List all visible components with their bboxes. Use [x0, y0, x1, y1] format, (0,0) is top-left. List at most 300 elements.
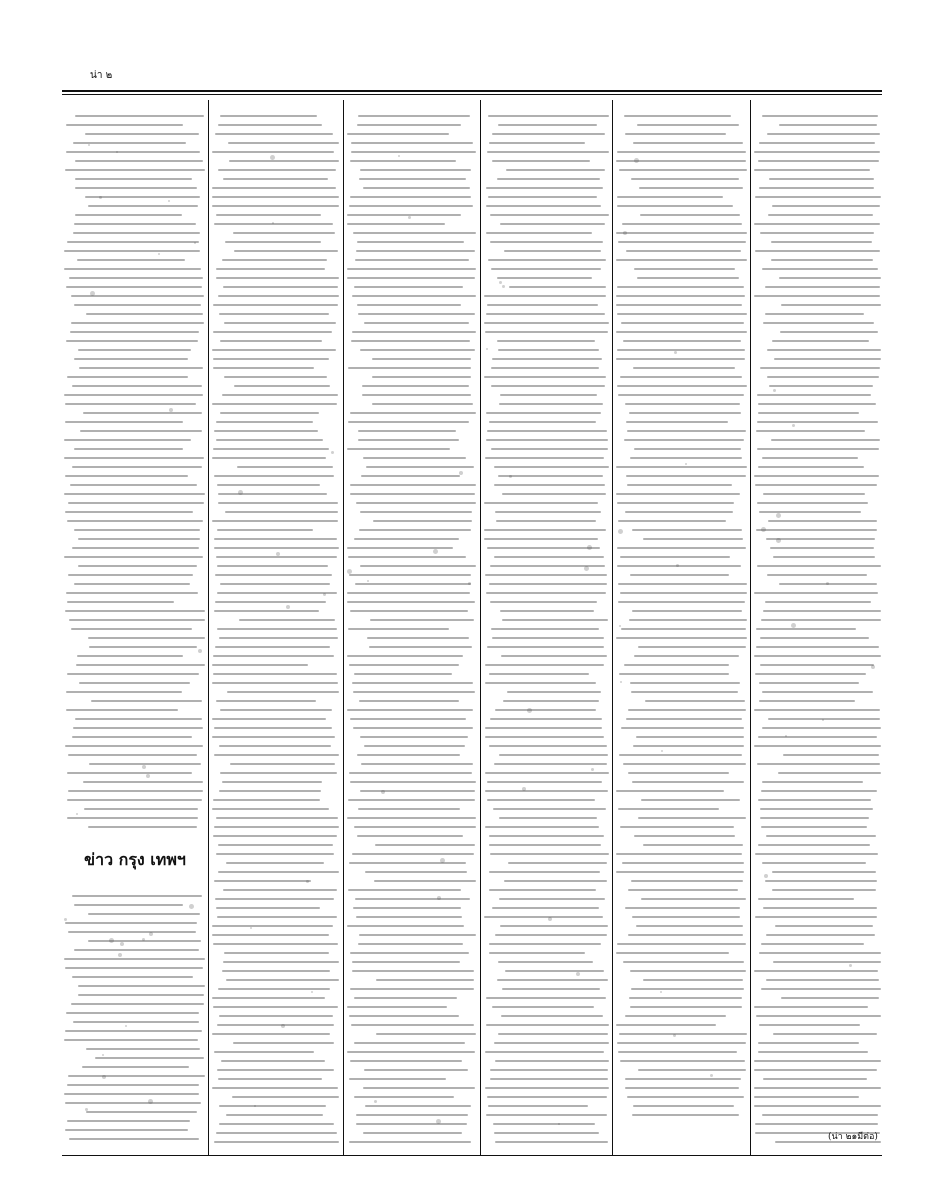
- placeholder-text-line: [493, 808, 606, 810]
- placeholder-text-line: [218, 124, 322, 126]
- placeholder-text-line: [758, 736, 877, 738]
- placeholder-text-line: [774, 358, 881, 360]
- placeholder-text-line: [216, 1132, 337, 1134]
- placeholder-text-line: [224, 322, 336, 324]
- placeholder-text-line: [488, 196, 597, 198]
- placeholder-text-line: [369, 646, 472, 648]
- page-number: น่า ๒: [90, 70, 113, 81]
- placeholder-text-line: [618, 601, 745, 603]
- scan-noise: [437, 896, 441, 900]
- placeholder-text-line: [632, 1114, 739, 1116]
- scan-noise: [673, 1034, 676, 1037]
- scan-noise: [661, 750, 663, 752]
- placeholder-text-line: [760, 817, 869, 819]
- placeholder-text-line: [357, 754, 460, 756]
- placeholder-text-line: [631, 691, 738, 693]
- section-headline: ข่าว กรุง เทพฯ: [84, 850, 186, 869]
- placeholder-text-line: [214, 1051, 314, 1053]
- placeholder-text-line: [490, 214, 609, 216]
- placeholder-text-line: [616, 637, 747, 639]
- placeholder-text-line: [486, 412, 601, 414]
- placeholder-text-line: [487, 799, 595, 801]
- column-3: [347, 105, 477, 1150]
- placeholder-text-line: [64, 1039, 198, 1041]
- placeholder-text-line: [223, 286, 338, 288]
- placeholder-text-line: [618, 520, 726, 522]
- placeholder-text-line: [224, 376, 327, 378]
- placeholder-text-line: [67, 520, 203, 522]
- placeholder-text-line: [219, 1123, 334, 1125]
- scan-noise: [367, 580, 369, 582]
- placeholder-text-line: [347, 1051, 475, 1053]
- placeholder-text-line: [74, 304, 201, 306]
- placeholder-text-line: [489, 745, 607, 747]
- placeholder-text-line: [618, 241, 746, 243]
- placeholder-text-line: [486, 1114, 607, 1116]
- placeholder-text-line: [213, 448, 329, 450]
- placeholder-text-line: [354, 1096, 454, 1098]
- placeholder-text-line: [493, 1123, 595, 1125]
- placeholder-text-line: [486, 187, 603, 189]
- placeholder-text-line: [213, 1006, 338, 1008]
- placeholder-text-line: [65, 403, 196, 405]
- placeholder-text-line: [68, 790, 203, 792]
- placeholder-text-line: [485, 736, 604, 738]
- placeholder-text-line: [350, 493, 475, 495]
- placeholder-text-line: [632, 916, 740, 918]
- placeholder-text-line: [78, 538, 200, 540]
- placeholder-text-line: [212, 997, 325, 999]
- placeholder-text-line: [95, 1057, 204, 1059]
- placeholder-text-line: [219, 1105, 326, 1107]
- placeholder-text-line: [349, 574, 471, 576]
- placeholder-text-line: [756, 628, 856, 630]
- scan-noise: [168, 200, 170, 202]
- placeholder-text-line: [500, 925, 608, 927]
- placeholder-text-line: [353, 727, 473, 729]
- placeholder-text-line: [487, 547, 600, 549]
- placeholder-text-line: [223, 178, 328, 180]
- placeholder-text-line: [349, 1141, 471, 1143]
- placeholder-text-line: [485, 826, 599, 828]
- placeholder-text-line: [86, 313, 203, 315]
- placeholder-text-line: [488, 115, 609, 117]
- placeholder-text-line: [212, 196, 339, 198]
- placeholder-text-line: [84, 808, 198, 810]
- placeholder-text-line: [769, 385, 873, 387]
- placeholder-text-line: [213, 799, 320, 801]
- placeholder-text-line: [225, 511, 338, 513]
- placeholder-text-line: [485, 790, 608, 792]
- placeholder-text-line: [505, 970, 604, 972]
- placeholder-text-line: [619, 169, 747, 171]
- placeholder-text-line: [67, 376, 188, 378]
- placeholder-text-line: [79, 367, 203, 369]
- placeholder-text-line: [64, 439, 191, 441]
- placeholder-text-line: [218, 502, 338, 504]
- placeholder-text-line: [76, 664, 205, 666]
- placeholder-text-line: [353, 232, 476, 234]
- placeholder-text-line: [619, 1033, 747, 1035]
- placeholder-text-line: [766, 979, 879, 981]
- placeholder-text-line: [71, 322, 204, 324]
- placeholder-text-line: [233, 1042, 334, 1044]
- placeholder-text-line: [503, 700, 599, 702]
- placeholder-text-line: [83, 412, 202, 414]
- placeholder-text-line: [631, 880, 743, 882]
- placeholder-text-line: [765, 880, 877, 882]
- placeholder-text-line: [630, 457, 742, 459]
- placeholder-text-line: [485, 664, 604, 666]
- scan-noise: [158, 253, 160, 255]
- scan-noise: [99, 196, 102, 199]
- placeholder-text-line: [618, 1051, 737, 1053]
- placeholder-text-line: [759, 511, 861, 513]
- scan-noise: [374, 1100, 377, 1103]
- placeholder-text-line: [219, 637, 338, 639]
- placeholder-text-line: [352, 295, 476, 297]
- placeholder-text-line: [485, 727, 602, 729]
- scan-noise: [433, 549, 438, 554]
- placeholder-text-line: [628, 889, 738, 891]
- placeholder-text-line: [616, 853, 742, 855]
- placeholder-text-line: [754, 223, 880, 225]
- placeholder-text-line: [66, 1012, 199, 1014]
- placeholder-text-line: [498, 475, 603, 477]
- placeholder-text-line: [617, 502, 734, 504]
- placeholder-text-line: [219, 313, 329, 315]
- placeholder-text-line: [766, 538, 875, 540]
- placeholder-text-line: [619, 754, 742, 756]
- placeholder-text-line: [779, 124, 877, 126]
- placeholder-text-line: [489, 421, 596, 423]
- placeholder-text-line: [350, 718, 466, 720]
- scan-noise: [270, 155, 275, 160]
- placeholder-text-line: [212, 925, 333, 927]
- placeholder-text-line: [358, 115, 470, 117]
- placeholder-text-line: [758, 412, 859, 414]
- placeholder-text-line: [347, 268, 476, 270]
- scan-noise: [276, 552, 280, 556]
- placeholder-text-line: [85, 196, 200, 198]
- placeholder-text-line: [70, 331, 199, 333]
- placeholder-text-line: [226, 979, 339, 981]
- placeholder-text-line: [233, 232, 335, 234]
- scan-noise: [102, 1075, 106, 1079]
- placeholder-text-line: [68, 502, 204, 504]
- scan-noise: [522, 787, 526, 791]
- placeholder-text-line: [489, 142, 585, 144]
- placeholder-text-line: [487, 430, 607, 432]
- placeholder-text-line: [212, 520, 338, 522]
- placeholder-text-line: [353, 907, 461, 909]
- scan-noise: [118, 953, 122, 957]
- placeholder-text-line: [760, 637, 869, 639]
- placeholder-text-line: [780, 331, 878, 333]
- placeholder-text-line: [215, 574, 332, 576]
- scan-noise: [148, 1099, 153, 1104]
- placeholder-text-line: [634, 655, 739, 657]
- placeholder-text-line: [630, 682, 740, 684]
- placeholder-text-line: [212, 205, 339, 207]
- placeholder-text-line: [222, 394, 338, 396]
- placeholder-text-line: [484, 502, 598, 504]
- placeholder-text-line: [237, 466, 333, 468]
- scan-noise: [398, 155, 400, 157]
- placeholder-text-line: [234, 250, 338, 252]
- placeholder-text-line: [216, 268, 325, 270]
- placeholder-text-line: [641, 898, 746, 900]
- placeholder-text-line: [506, 169, 605, 171]
- scan-noise: [792, 424, 795, 427]
- placeholder-text-line: [623, 961, 744, 963]
- placeholder-text-line: [758, 466, 864, 468]
- placeholder-text-line: [347, 223, 445, 225]
- scan-noise: [791, 623, 796, 628]
- placeholder-text-line: [616, 331, 747, 333]
- placeholder-text-line: [625, 1087, 739, 1089]
- placeholder-text-line: [88, 637, 205, 639]
- placeholder-text-line: [779, 277, 881, 279]
- placeholder-text-line: [350, 610, 468, 612]
- placeholder-text-line: [65, 922, 197, 924]
- placeholder-text-line: [486, 205, 601, 207]
- placeholder-text-line: [356, 916, 462, 918]
- placeholder-text-line: [756, 646, 879, 648]
- placeholder-text-line: [67, 673, 199, 675]
- placeholder-text-line: [353, 691, 475, 693]
- scan-noise: [169, 408, 173, 412]
- scan-noise: [323, 593, 326, 596]
- placeholder-text-line: [491, 367, 599, 369]
- placeholder-text-line: [86, 1048, 200, 1050]
- placeholder-text-line: [494, 1132, 599, 1134]
- placeholder-text-line: [616, 466, 747, 468]
- placeholder-text-line: [618, 583, 747, 585]
- placeholder-text-line: [65, 1102, 201, 1104]
- placeholder-text-line: [357, 835, 463, 837]
- placeholder-text-line: [213, 943, 338, 945]
- placeholder-text-line: [489, 952, 585, 954]
- scan-noise: [440, 858, 445, 863]
- placeholder-text-line: [773, 1033, 877, 1035]
- placeholder-text-line: [356, 1123, 467, 1125]
- placeholder-text-line: [74, 583, 190, 585]
- placeholder-text-line: [348, 421, 469, 423]
- placeholder-text-line: [755, 1123, 878, 1125]
- scan-noise: [618, 529, 623, 534]
- scan-noise: [826, 582, 829, 585]
- placeholder-text-line: [484, 322, 609, 324]
- placeholder-text-line: [362, 394, 471, 396]
- placeholder-text-line: [755, 916, 877, 918]
- placeholder-text-line: [492, 358, 602, 360]
- placeholder-text-line: [350, 988, 474, 990]
- placeholder-text-line: [626, 421, 728, 423]
- placeholder-text-line: [64, 268, 201, 270]
- placeholder-text-line: [214, 880, 311, 882]
- placeholder-text-line: [626, 250, 741, 252]
- placeholder-text-line: [372, 358, 471, 360]
- placeholder-text-line: [486, 439, 608, 441]
- placeholder-text-line: [77, 655, 183, 657]
- placeholder-text-line: [485, 1051, 604, 1053]
- placeholder-text-line: [616, 790, 724, 792]
- placeholder-text-line: [491, 628, 599, 630]
- placeholder-text-line: [212, 151, 334, 153]
- placeholder-text-line: [772, 889, 876, 891]
- placeholder-text-line: [492, 1006, 594, 1008]
- placeholder-text-line: [67, 601, 174, 603]
- placeholder-text-line: [355, 259, 469, 261]
- placeholder-text-line: [628, 934, 743, 936]
- placeholder-text-line: [758, 898, 854, 900]
- placeholder-text-line: [487, 304, 598, 306]
- placeholder-text-line: [490, 718, 602, 720]
- placeholder-text-line: [489, 673, 589, 675]
- placeholder-text-line: [494, 484, 605, 486]
- placeholder-text-line: [762, 727, 881, 729]
- placeholder-text-line: [366, 466, 474, 468]
- placeholder-text-line: [762, 691, 873, 693]
- placeholder-text-line: [359, 934, 476, 936]
- placeholder-text-line: [212, 187, 336, 189]
- scan-noise: [459, 471, 463, 475]
- placeholder-text-line: [490, 601, 597, 603]
- placeholder-text-line: [360, 790, 475, 792]
- placeholder-text-line: [761, 826, 867, 828]
- placeholder-text-line: [69, 619, 205, 621]
- placeholder-text-line: [65, 169, 205, 171]
- placeholder-text-line: [216, 421, 313, 423]
- placeholder-text-line: [218, 295, 339, 297]
- placeholder-text-line: [495, 934, 607, 936]
- placeholder-text-line: [632, 610, 742, 612]
- placeholder-text-line: [754, 745, 881, 747]
- placeholder-text-line: [755, 196, 881, 198]
- placeholder-text-line: [757, 565, 881, 567]
- placeholder-text-line: [757, 448, 879, 450]
- placeholder-text-line: [360, 511, 472, 513]
- placeholder-text-line: [619, 673, 729, 675]
- placeholder-text-line: [213, 655, 334, 657]
- placeholder-text-line: [67, 1084, 199, 1086]
- placeholder-text-line: [638, 817, 746, 819]
- placeholder-text-line: [69, 277, 203, 279]
- placeholder-text-line: [754, 1069, 877, 1071]
- placeholder-text-line: [217, 484, 320, 486]
- placeholder-text-line: [622, 862, 744, 864]
- placeholder-text-line: [220, 115, 317, 117]
- placeholder-text-line: [214, 754, 339, 756]
- scan-noise: [871, 665, 875, 669]
- placeholder-text-line: [755, 673, 866, 675]
- placeholder-text-line: [632, 529, 742, 531]
- scan-noise: [142, 765, 146, 769]
- placeholder-text-line: [763, 1078, 867, 1080]
- placeholder-text-line: [759, 187, 874, 189]
- placeholder-text-line: [72, 895, 202, 897]
- placeholder-text-line: [633, 745, 744, 747]
- placeholder-text-line: [225, 241, 321, 243]
- placeholder-text-line: [486, 1024, 609, 1026]
- placeholder-text-line: [223, 889, 337, 891]
- placeholder-text-line: [215, 601, 326, 603]
- placeholder-text-line: [65, 1030, 202, 1032]
- scan-noise: [558, 1123, 560, 1125]
- placeholder-text-line: [491, 385, 605, 387]
- placeholder-text-line: [758, 1051, 868, 1053]
- placeholder-text-line: [761, 988, 881, 990]
- placeholder-text-line: [352, 331, 476, 333]
- scan-noise: [189, 904, 194, 909]
- placeholder-text-line: [758, 799, 871, 801]
- placeholder-text-line: [348, 889, 461, 891]
- scan-noise: [634, 158, 639, 163]
- placeholder-text-line: [759, 952, 881, 954]
- placeholder-text-line: [359, 178, 466, 180]
- column-5: [616, 105, 748, 1150]
- placeholder-text-line: [765, 313, 864, 315]
- placeholder-text-line: [757, 394, 871, 396]
- placeholder-text-line: [641, 799, 740, 801]
- placeholder-text-line: [762, 781, 863, 783]
- placeholder-text-line: [83, 781, 203, 783]
- placeholder-text-line: [65, 745, 203, 747]
- placeholder-text-line: [65, 967, 203, 969]
- placeholder-text-line: [618, 394, 744, 396]
- scan-noise: [272, 222, 274, 224]
- placeholder-text-line: [509, 286, 606, 288]
- placeholder-text-line: [217, 1024, 334, 1026]
- placeholder-text-line: [761, 790, 877, 792]
- placeholder-text-line: [763, 610, 881, 612]
- placeholder-text-line: [215, 133, 333, 135]
- placeholder-text-line: [766, 934, 875, 936]
- placeholder-text-line: [757, 421, 878, 423]
- placeholder-text-line: [508, 862, 607, 864]
- placeholder-text-line: [498, 1033, 608, 1035]
- placeholder-text-line: [620, 592, 747, 594]
- placeholder-text-line: [497, 178, 600, 180]
- placeholder-text-line: [212, 1087, 338, 1089]
- placeholder-text-line: [629, 619, 747, 621]
- scan-noise: [198, 649, 202, 653]
- scan-noise: [764, 874, 768, 878]
- scan-noise: [250, 927, 252, 929]
- placeholder-text-line: [219, 790, 321, 792]
- placeholder-text-line: [630, 574, 729, 576]
- placeholder-text-line: [360, 565, 476, 567]
- placeholder-text-line: [489, 943, 601, 945]
- placeholder-text-line: [358, 439, 459, 441]
- placeholder-text-line: [773, 556, 875, 558]
- placeholder-text-line: [494, 466, 609, 468]
- placeholder-text-line: [621, 322, 744, 324]
- scan-noise: [76, 813, 78, 815]
- placeholder-text-line: [363, 1087, 475, 1089]
- placeholder-text-line: [754, 1087, 881, 1089]
- placeholder-text-line: [212, 403, 337, 405]
- placeholder-text-line: [355, 583, 471, 585]
- placeholder-text-line: [347, 925, 464, 927]
- placeholder-text-line: [494, 556, 604, 558]
- placeholder-text-line: [754, 295, 880, 297]
- placeholder-text-line: [754, 970, 878, 972]
- scan-noise: [527, 708, 532, 713]
- placeholder-text-line: [218, 871, 339, 873]
- placeholder-text-line: [500, 394, 597, 396]
